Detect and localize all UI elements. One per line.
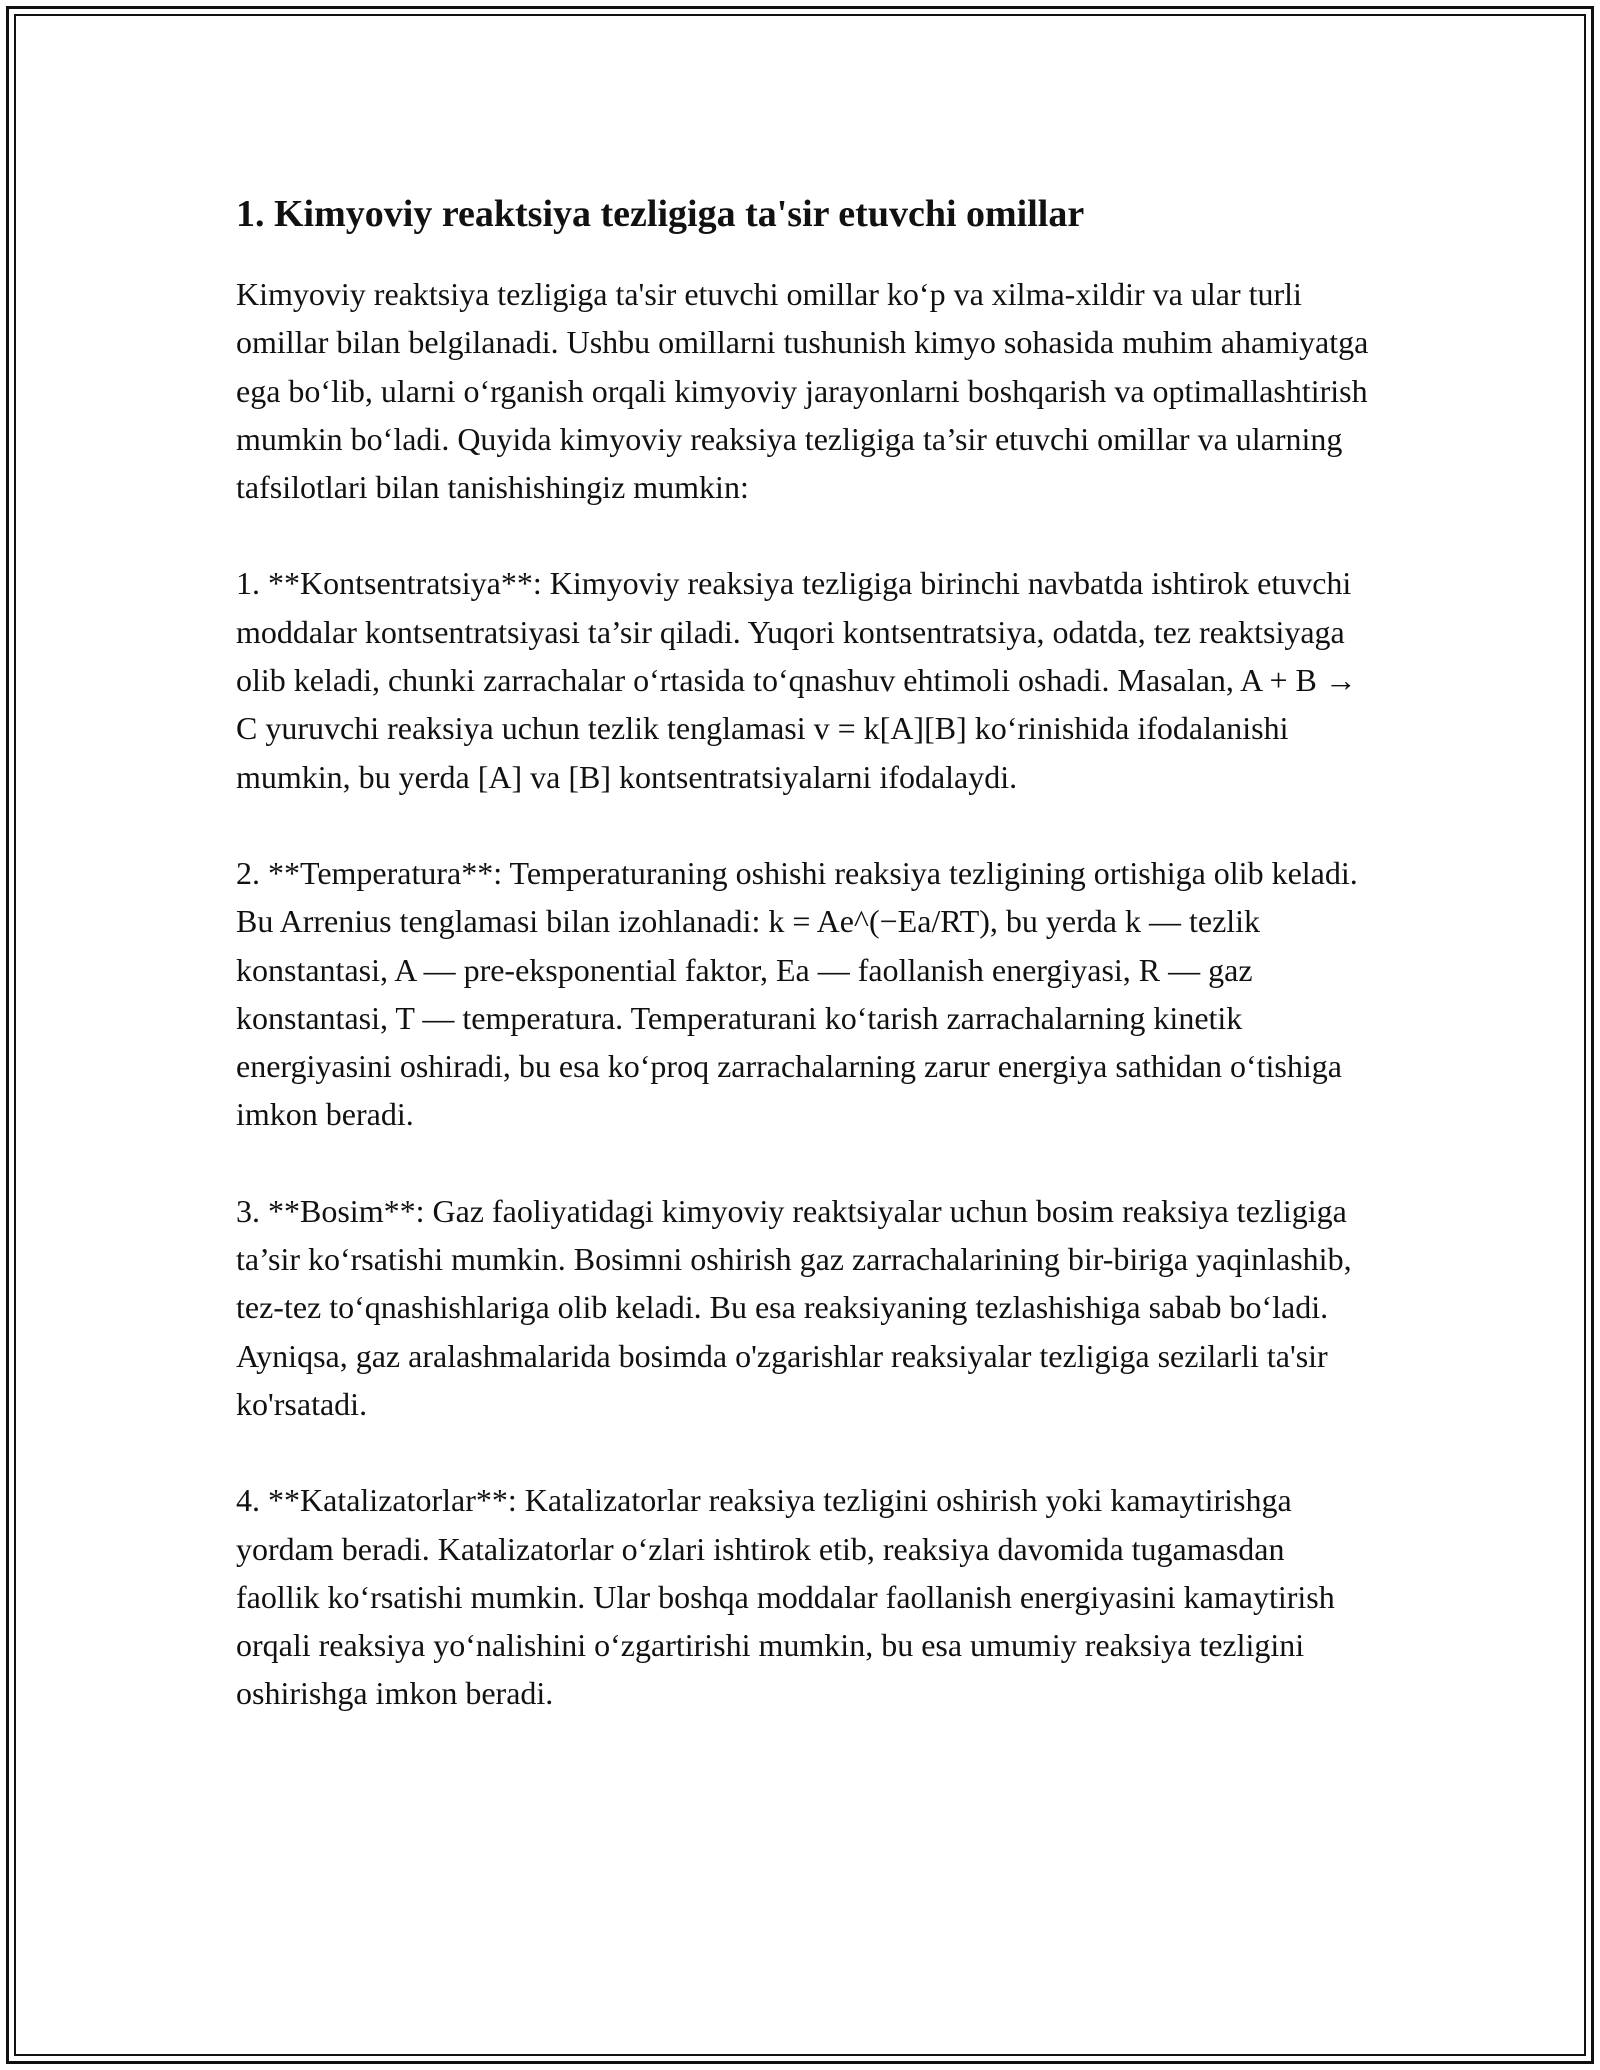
paragraph-pressure: 3. **Bosim**: Gaz faoliyatidagi kimyoviy reaktsiyalar uchun bosim reaksiya tezligiga ta’sir ko‘rsatishi mumkin. Bosimni oshirish gaz zarrachalarining bir-biriga yaqinlashib, tez-tez to‘qnashishlariga olib keladi. Bu esa reaksiyaning tezlashishiga sabab bo‘ladi. Ayniqsa, gaz aralashmalarida bosimda o'zgarishlar reaksiyalar tezligiga sezilarli ta'sir ko'rsatadi. (236, 1192, 1352, 1422)
paragraph-concentration: 1. **Kontsentratsiya**: Kimyoviy reaksiya tezligiga birinchi navbatda ishtirok etuvchi moddalar kontsentratsiyasi ta’sir qiladi. Yuqori kontsentratsiya, odatda, tez reaktsiyaga olib keladi, chunki zarrachalar o‘rtasida to‘qnashuv ehtimoli oshadi. Masalan, A + B → C yuruvchi reaksiya uchun tezlik tenglamasi v = k[A][B] ko‘rinishida ifodalanishi mumkin, bu yerda [A] va [B] kontsentratsiyalarni ifodalaydi. (236, 565, 1357, 795)
intro-paragraph: Kimyoviy reaktsiya tezligiga ta'sir etuvchi omillar ko‘p va xilma-xildir va ular turli omillar bilan belgilanadi. Ushbu omillarni tushunish kimyo sohasida muhim ahamiyatga ega bo‘lib, ularni o‘rganish orqali kimyoviy jarayonlarni boshqarish va optimallashtirish mumkin bo‘ladi. Quyida kimyoviy reaksiya tezligiga ta’sir etuvchi omillar va ularning tafsilotlari bilan tanishishingiz mumkin: (236, 276, 1369, 506)
paragraph-catalysts: 4. **Katalizatorlar**: Katalizatorlar reaksiya tezligini oshirish yoki kamaytirishga yordam beradi. Katalizatorlar o‘zlari ishtirok etib, reaksiya davomida tugamasdan faollik ko‘rsatishi mumkin. Ular boshqa moddalar faollanish energiyasini kamaytirish orqali reaksiya yo‘nalishini o‘zgartirishi mumkin, bu esa umumiy reaksiya tezligini oshirishga imkon beradi. (236, 1482, 1335, 1712)
paragraph-temperature: 2. **Temperatura**: Temperaturaning oshishi reaksiya tezligining ortishiga olib keladi. Bu Arrenius tenglamasi bilan izohlanadi: k = Ae^(−Ea/RT), bu yerda k — tezlik konstantasi, A — pre-eksponential faktor, Ea — faollanish energiyasi, R — gaz konstantasi, T — temperatura. Temperaturani ko‘tarish zarrachalarning kinetik energiyasini oshiradi, bu esa ko‘proq zarrachalarning zarur energiya sathidan o‘tishiga imkon beradi. (236, 854, 1358, 1133)
document-body (236, 186, 1376, 1766)
section-title: 1. Kimyoviy reaktsiya tezligiga ta'sir etuvchi omillar (236, 193, 1085, 235)
